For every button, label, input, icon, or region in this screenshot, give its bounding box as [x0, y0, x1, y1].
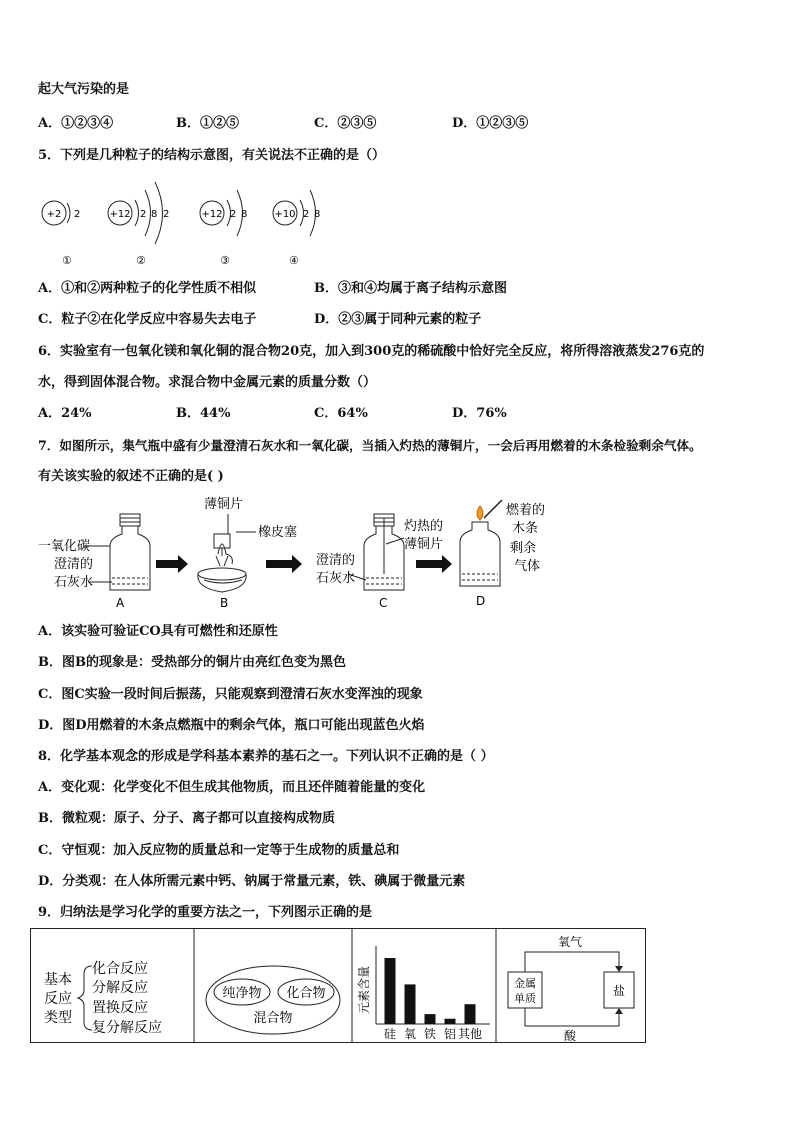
chart-category-label-5: 其他 [457, 1027, 483, 1041]
particle-4-nucleus: +10 [274, 209, 296, 220]
panel-b-pure-label: 纯净物 [222, 986, 262, 1001]
q7-option-b: B．图B的现象是：受热部分的铜片由亮红色变为黑色 [38, 655, 346, 670]
q4-option-b: B．①②⑤ [176, 116, 239, 131]
q8-stem: 8．化学基本观念的形成是学科基本素养的基石之一。下列认识不正确的是（ ） [38, 749, 494, 764]
panel-a-left-1: 基本 [44, 972, 72, 988]
arrow-a-to-b [156, 555, 188, 573]
particle-4 [273, 190, 320, 267]
bottle-a-limewater-label-2: 石灰水 [54, 575, 94, 590]
panel-b-mixture-label: 混合物 [253, 1011, 293, 1026]
panel-d-salt-label: 盐 [612, 984, 626, 998]
q4-stem-tail: 起大气污染的是 [38, 82, 130, 97]
q6-stem-line-2: 水，得到固体混合物。求混合物中金属元素的质量分数（） [38, 375, 377, 390]
panel-d-metal-label-1: 金属 [514, 977, 536, 990]
chart-bar-2 [405, 984, 416, 1024]
q8-option-b: B．微粒观：原子、分子、离子都可以直接构成物质 [38, 811, 335, 826]
bottle-d-stick-label-1: 燃着的 [506, 503, 546, 518]
bottle-c-copper-label-2: 薄铜片 [404, 537, 444, 552]
arrow-b-to-c [266, 555, 302, 573]
bottle-d-gas-label-1: 剩余 [510, 541, 537, 556]
panel-d-oxygen-label: 氧气 [557, 935, 583, 949]
particle-4-shell-1: 2 [303, 209, 310, 220]
q8-option-d: D．分类观：在人体所需元素中钙、钠属于常量元素，铁、碘属于微量元素 [38, 874, 466, 889]
bottle-a-limewater-label-1: 澄清的 [54, 557, 94, 572]
chart-category-label-1: 硅 [383, 1027, 397, 1041]
bottle-c [348, 514, 404, 590]
q5-structure-diagram [36, 176, 336, 268]
chart-bar-5 [465, 1004, 476, 1024]
q6-option-c: C．64% [314, 406, 368, 421]
q6-option-a: A．24% [38, 406, 92, 421]
particle-2-shell-2: 8 [151, 209, 158, 220]
chart-category-label-4: 铝 [443, 1027, 457, 1041]
bottle-d-stick-label-2: 木条 [512, 521, 539, 536]
panel-element-content-chart [356, 946, 490, 1041]
particle-1-nucleus: +2 [46, 209, 62, 220]
q9-figure-table [30, 928, 646, 1044]
q6-option-d: D．76% [452, 406, 507, 421]
panel-substance-classification [206, 966, 340, 1034]
lamp-stopper-label: 橡皮塞 [258, 525, 298, 540]
q5-option-d: D．②③属于同种元素的粒子 [314, 312, 482, 327]
alcohol-lamp-b [198, 514, 256, 592]
q9-stem: 9．归纳法是学习化学的重要方法之一，下列图示正确的是 [38, 905, 373, 920]
particle-1-label: ① [62, 254, 72, 267]
particle-3 [200, 190, 247, 267]
q4-option-c: C．②③⑤ [314, 116, 377, 131]
particle-2 [108, 182, 169, 267]
panel-a-item-1: 化合反应 [92, 961, 148, 977]
particle-4-label: ④ [289, 254, 299, 267]
q7-option-a: A．该实验可验证CO具有可燃性和还原性 [38, 624, 278, 639]
chart-category-label-3: 铁 [423, 1027, 437, 1041]
q7-stem-line-1: 7．如图所示，集气瓶中盛有少量澄清石灰水和一氧化碳，当插入灼热的薄铜片，一会后再用燃着的木条检验剩余气体。 [38, 438, 702, 453]
q7-stem-line-2: 有关该实验的叙述不正确的是( ) [38, 469, 224, 484]
particle-4-shell-2: 8 [314, 209, 321, 220]
q5-option-c: C．粒子②在化学反应中容易失去电子 [38, 312, 257, 327]
particle-3-shell-2: 8 [241, 209, 248, 220]
q4-option-d: D．①②③⑤ [452, 116, 529, 131]
q8-option-a: A．变化观：化学变化不但生成其他物质，而且还伴随着能量的变化 [38, 780, 426, 795]
chart-y-label: 元素含量 [357, 965, 371, 1015]
particle-3-shell-1: 2 [230, 209, 237, 220]
particle-2-label: ② [136, 254, 146, 267]
q4-option-a: A．①②③④ [38, 116, 114, 131]
particle-3-nucleus: +12 [201, 209, 223, 220]
panel-d-acid-label: 酸 [563, 1029, 577, 1043]
caption-a: A [116, 596, 125, 610]
q5-option-a: A．①和②两种粒子的化学性质不相似 [38, 281, 257, 296]
chart-bar-4 [445, 1019, 456, 1024]
q6-stem-line-1: 6．实验室有一包氧化镁和氧化铜的混合物20克，加入到300克的稀硫酸中恰好完全反应，将所得溶液蒸发276克的 [38, 344, 705, 359]
q5-option-b: B．③和④均属于离子结构示意图 [314, 281, 507, 296]
panel-reaction-types [44, 961, 162, 1036]
particle-3-label: ③ [220, 254, 230, 267]
bottle-a-gas-label: 一氧化碳 [38, 539, 91, 554]
particle-1-shell-1: 2 [74, 209, 81, 220]
caption-b: B [220, 596, 229, 610]
panel-conversion-diagram [508, 934, 634, 1043]
q7-option-c: C．图C实验一段时间后振荡，只能观察到澄清石灰水变浑浊的现象 [38, 687, 423, 702]
arrow-c-to-d [416, 555, 452, 573]
particle-2-shell-3: 2 [163, 209, 170, 220]
chart-bar-1 [385, 958, 396, 1024]
panel-a-item-2: 分解反应 [92, 980, 148, 996]
chart-bar-3 [425, 1014, 436, 1024]
bottle-c-limewater-label-2: 石灰水 [316, 571, 356, 586]
panel-a-left-3: 类型 [44, 1010, 72, 1026]
panel-a-item-4: 复分解反应 [92, 1020, 162, 1036]
bottle-d [460, 500, 502, 586]
particle-2-nucleus: +12 [109, 209, 131, 220]
lamp-copper-label: 薄铜片 [204, 497, 244, 512]
panel-a-item-3: 置换反应 [92, 1000, 148, 1016]
bottle-a [84, 514, 150, 590]
panel-d-metal-label-2: 单质 [514, 992, 536, 1005]
caption-c: C [379, 596, 388, 610]
panel-a-left-2: 反应 [44, 991, 72, 1007]
panel-b-compound-label: 化合物 [286, 986, 326, 1001]
bottle-c-copper-label-1: 灼热的 [404, 519, 444, 534]
bottle-c-limewater-label-1: 澄清的 [316, 553, 356, 568]
bottle-d-gas-label-2: 气体 [514, 559, 541, 574]
q5-stem: 5．下列是几种粒子的结构示意图，有关说法不正确的是（） [38, 148, 386, 163]
q7-experiment-figure [36, 494, 596, 614]
q7-option-d: D．图D用燃着的木条点燃瓶中的剩余气体，瓶口可能出现蓝色火焰 [38, 718, 425, 733]
caption-d: D [476, 594, 486, 608]
q6-option-b: B．44% [176, 406, 231, 421]
particle-1 [42, 201, 80, 267]
chart-category-label-2: 氧 [403, 1027, 417, 1041]
particle-2-shell-1: 2 [140, 209, 147, 220]
q8-option-c: C．守恒观：加入反应物的质量总和一定等于生成物的质量总和 [38, 843, 400, 858]
